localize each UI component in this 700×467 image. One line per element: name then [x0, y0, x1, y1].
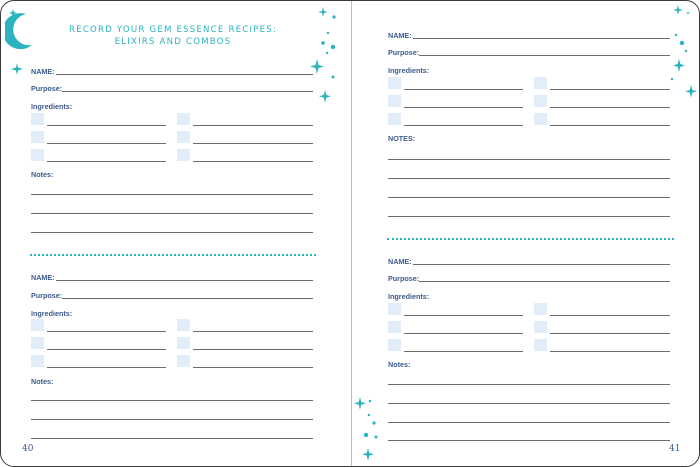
- ingredient-line[interactable]: [193, 367, 313, 368]
- ingredient-line[interactable]: [47, 367, 166, 368]
- purpose-label: Purpose:: [31, 291, 63, 300]
- name-label: NAME:: [31, 273, 55, 282]
- ingredient-checkbox[interactable]: [177, 149, 190, 161]
- notes-line[interactable]: [388, 403, 670, 404]
- recipe-entry: [31, 64, 317, 254]
- ingredient-checkbox[interactable]: [534, 113, 547, 125]
- ingredient-checkbox[interactable]: [534, 303, 547, 315]
- page-number: 41: [669, 444, 681, 454]
- ingredient-line[interactable]: [404, 107, 523, 108]
- name-line[interactable]: [56, 74, 313, 75]
- ingredient-checkbox[interactable]: [388, 321, 401, 333]
- purpose-label: Purpose:: [31, 84, 63, 93]
- notes-line[interactable]: [388, 422, 670, 423]
- ingredient-checkbox[interactable]: [388, 339, 401, 351]
- page-title: [51, 24, 295, 48]
- notes-line[interactable]: [388, 440, 670, 441]
- ingredient-line[interactable]: [193, 349, 313, 350]
- ingredient-checkbox[interactable]: [388, 95, 401, 107]
- ingredients-label: Ingredients:: [388, 66, 430, 75]
- page-number: 40: [22, 444, 34, 454]
- purpose-line[interactable]: [419, 281, 670, 282]
- ingredients-label: Ingredients:: [388, 292, 430, 301]
- ingredient-checkbox[interactable]: [177, 337, 190, 349]
- ingredient-checkbox[interactable]: [31, 319, 44, 331]
- ingredient-checkbox[interactable]: [31, 355, 44, 367]
- ingredient-checkbox[interactable]: [388, 77, 401, 89]
- ingredients-label: Ingredients:: [31, 102, 73, 111]
- ingredient-line[interactable]: [47, 161, 166, 162]
- ingredient-line[interactable]: [404, 315, 523, 316]
- sparkle-star-icon: [11, 63, 23, 75]
- ingredient-checkbox[interactable]: [388, 113, 401, 125]
- purpose-label: Purpose:: [388, 48, 420, 57]
- notes-line[interactable]: [388, 216, 670, 217]
- title-line-2: ELIXIRS AND COMBOS: [114, 37, 232, 47]
- crescent-moon-icon: [5, 9, 37, 53]
- ingredient-line[interactable]: [404, 333, 523, 334]
- purpose-line[interactable]: [62, 298, 313, 299]
- ingredient-checkbox[interactable]: [31, 337, 44, 349]
- notes-line[interactable]: [31, 400, 313, 401]
- notes-line[interactable]: [31, 194, 313, 195]
- notes-label: NOTES:: [388, 134, 416, 143]
- ingredient-line[interactable]: [193, 143, 313, 144]
- ingredient-checkbox[interactable]: [534, 339, 547, 351]
- section-divider: [30, 254, 316, 256]
- ingredient-line[interactable]: [550, 333, 670, 334]
- ingredient-checkbox[interactable]: [177, 131, 190, 143]
- ingredient-line[interactable]: [193, 125, 313, 126]
- ingredient-line[interactable]: [47, 143, 166, 144]
- ingredient-line[interactable]: [404, 125, 523, 126]
- notes-line[interactable]: [388, 384, 670, 385]
- name-line[interactable]: [413, 264, 670, 265]
- notes-line[interactable]: [31, 232, 313, 233]
- recipe-entry: [31, 270, 317, 460]
- ingredient-line[interactable]: [47, 125, 166, 126]
- ingredient-checkbox[interactable]: [177, 319, 190, 331]
- ingredient-checkbox[interactable]: [388, 303, 401, 315]
- section-divider: [387, 238, 674, 240]
- notes-line[interactable]: [388, 178, 670, 179]
- notes-label: Notes:: [31, 170, 54, 179]
- left-page: [1, 1, 351, 466]
- recipe-entry: [388, 28, 674, 228]
- purpose-line[interactable]: [419, 55, 670, 56]
- name-label: NAME:: [388, 31, 412, 40]
- notes-line[interactable]: [31, 419, 313, 420]
- recipe-entry: [388, 254, 674, 454]
- ingredient-line[interactable]: [550, 351, 670, 352]
- ingredient-line[interactable]: [404, 351, 523, 352]
- notes-label: Notes:: [388, 360, 411, 369]
- purpose-label: Purpose:: [388, 274, 420, 283]
- ingredient-checkbox[interactable]: [177, 355, 190, 367]
- name-label: NAME:: [388, 257, 412, 266]
- ingredient-line[interactable]: [550, 315, 670, 316]
- ingredient-line[interactable]: [193, 331, 313, 332]
- ingredients-label: Ingredients:: [31, 309, 73, 318]
- ingredient-line[interactable]: [550, 125, 670, 126]
- ingredient-checkbox[interactable]: [534, 321, 547, 333]
- ingredient-checkbox[interactable]: [31, 131, 44, 143]
- ingredient-line[interactable]: [550, 89, 670, 90]
- name-line[interactable]: [56, 280, 313, 281]
- notes-line[interactable]: [388, 197, 670, 198]
- ingredient-line[interactable]: [404, 89, 523, 90]
- sparkle-star-icon: [354, 393, 382, 463]
- ingredient-line[interactable]: [47, 331, 166, 332]
- ingredient-checkbox[interactable]: [31, 113, 44, 125]
- purpose-line[interactable]: [62, 91, 313, 92]
- notes-line[interactable]: [31, 438, 313, 439]
- notes-line[interactable]: [388, 159, 670, 160]
- ingredient-line[interactable]: [193, 161, 313, 162]
- ingredient-checkbox[interactable]: [534, 95, 547, 107]
- notes-label: Notes:: [31, 377, 54, 386]
- name-line[interactable]: [413, 38, 670, 39]
- right-page: [352, 1, 699, 466]
- title-line-1: RECORD YOUR GEM ESSENCE RECIPES:: [69, 25, 277, 35]
- notes-line[interactable]: [31, 213, 313, 214]
- name-label: NAME:: [31, 67, 55, 76]
- ingredient-checkbox[interactable]: [534, 77, 547, 89]
- ingredient-line[interactable]: [550, 107, 670, 108]
- ingredient-line[interactable]: [47, 349, 166, 350]
- ingredient-checkbox[interactable]: [177, 113, 190, 125]
- ingredient-checkbox[interactable]: [31, 149, 44, 161]
